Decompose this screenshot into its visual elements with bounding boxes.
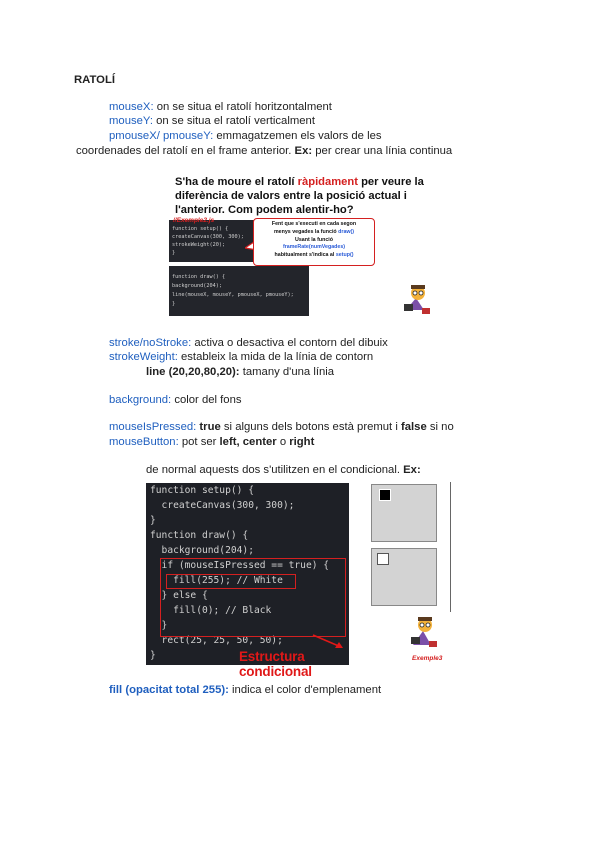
conditional-intro-text: de normal aquests dos s'utilitzen en el condicional.: [146, 464, 404, 476]
pmouse-continuation: [76, 144, 452, 158]
callout-line: Fent que s'executi en cada segon: [271, 221, 357, 227]
line-description: tamany d'una línia: [239, 366, 335, 378]
pmouse-continuation-text: coordenades del ratolí en el frame anterior.: [76, 145, 295, 157]
mousex-keyword: mouseX:: [109, 101, 154, 113]
strokeweight-description: estableix la mida de la línia de contorn: [177, 351, 374, 363]
strokeweight-line: [109, 350, 373, 364]
fill-keyword: fill (opacitat total 255):: [109, 684, 229, 696]
conditional-highlight-box: [160, 558, 346, 637]
example3-code-line: function draw() {: [150, 530, 249, 541]
mousey-description: on se situa el ratolí verticalment: [152, 115, 315, 127]
example1-figure: [169, 170, 433, 316]
stroke-keyword: stroke/noStroke:: [109, 337, 192, 349]
pmouse-description: emmagatzemen els valors de les: [213, 130, 382, 142]
example3-code-line: createCanvas(300, 300);: [150, 500, 295, 511]
mousebutton-desc: pot ser: [178, 436, 220, 448]
fill-white-highlight-box: [166, 574, 296, 589]
callout-line: Usant la funció: [295, 236, 333, 243]
example3-code-line: function setup() {: [150, 485, 254, 496]
example1-code-line: background(204);: [172, 283, 222, 289]
mousebutton-keyword: mouseButton:: [109, 436, 179, 448]
stroke-line: [109, 336, 388, 350]
divider: [450, 482, 451, 612]
mousex-line: [109, 100, 332, 114]
example1-code-line: strokeWeight(20);: [172, 242, 226, 248]
processing-mascot-icon: [402, 280, 434, 316]
example1-question-end: per veure la diferència de valors entre la posició actual i l'anterior. Com podem alentir-ho?: [175, 176, 424, 216]
example1-code-line: }: [172, 250, 176, 256]
pmouse-example-text: per crear una línia continua: [312, 145, 453, 157]
processing-mascot-icon: [409, 611, 441, 655]
callout-text: habitualment s'indica al: [274, 252, 336, 259]
line-code: line (20,20,80,20):: [146, 366, 240, 378]
example3-label: Exemple3: [412, 655, 443, 662]
callout-line: [254, 252, 374, 260]
example1-callout: [253, 218, 375, 266]
example3-code-line: background(204);: [150, 545, 254, 556]
example1-code-line: line(mouseX, mouseY, pmouseX, pmouseY);: [172, 292, 294, 298]
fill-description: indica el color d'emplenament: [228, 684, 382, 696]
canvas-preview-black: [371, 484, 437, 542]
callout-keyword: draw(): [338, 228, 355, 235]
background-description: color del fons: [171, 394, 242, 406]
pmouse-keyword: pmouseX/ pmouseY:: [109, 130, 214, 142]
mouseispressed-line: [109, 420, 454, 434]
mousey-line: [109, 114, 315, 128]
page-title: RATOLÍ: [74, 74, 116, 86]
callout-line: frameRate(numVegades): [282, 244, 346, 251]
stroke-description: activa o desactiva el contorn del dibuix: [191, 337, 388, 349]
pmouse-example-label: Ex:: [294, 145, 313, 157]
strokeweight-keyword: strokeWeight:: [109, 351, 178, 363]
line-example-line: [146, 365, 334, 379]
conditional-structure-label: Estructura condicional: [239, 649, 312, 679]
pmouse-line: [109, 129, 382, 143]
example3-code-line: }: [150, 620, 168, 631]
canvas-preview-white: [371, 548, 437, 606]
example1-question-start: S'ha de moure el ratolí: [175, 176, 298, 188]
example1-label: //Exemple2.js: [173, 217, 215, 224]
example3-code-line: }: [150, 515, 156, 526]
example3-code-line: if (mouseIsPressed == true) {: [150, 560, 330, 571]
example3-code-line: } else {: [150, 590, 208, 601]
callout-text: menys vegades la funció: [273, 228, 339, 235]
mousebutton-line: [109, 435, 314, 449]
example3-code-line: rect(25, 25, 50, 50);: [150, 635, 283, 646]
example1-question-highlight: ràpidament: [297, 176, 358, 188]
callout-line: [254, 229, 374, 237]
example1-code-block-draw: [169, 266, 309, 316]
example1-question: [175, 175, 433, 217]
conditional-example-label: Ex:: [403, 464, 421, 476]
example3-code-line: }: [150, 650, 156, 661]
mousey-keyword: mouseY:: [109, 115, 153, 127]
or-text: o: [276, 436, 290, 448]
background-line: [109, 393, 242, 407]
fill-line: [109, 683, 381, 697]
black-square: [379, 489, 391, 501]
example3-code-line: fill(255); // White: [150, 575, 283, 586]
true-keyword: true: [196, 421, 221, 433]
mouseispressed-keyword: mouseIsPressed:: [109, 421, 197, 433]
example1-code-line: createCanvas(300, 300);: [172, 234, 244, 240]
example3-code-line: fill(0); // Black: [150, 605, 272, 616]
example1-callout-text: [254, 221, 374, 260]
example3-code-image: [146, 483, 349, 679]
mouseispressed-desc-a: si alguns dels botons està premut i: [220, 421, 401, 433]
example1-code-line: function setup() {: [172, 226, 229, 232]
conditional-intro-line: [146, 463, 421, 477]
mouseispressed-desc-b: si no: [426, 421, 454, 433]
false-keyword: false: [401, 421, 427, 433]
right-keyword: right: [289, 436, 315, 448]
example1-code-line: function draw() {: [172, 274, 226, 280]
background-keyword: background:: [109, 394, 172, 406]
example1-code-line: }: [172, 301, 176, 307]
left-center-keywords: left, center: [219, 436, 277, 448]
callout-keyword: setup(): [335, 252, 354, 259]
mousex-description: on se situa el ratolí horitzontalment: [153, 101, 332, 113]
white-square: [377, 553, 389, 565]
